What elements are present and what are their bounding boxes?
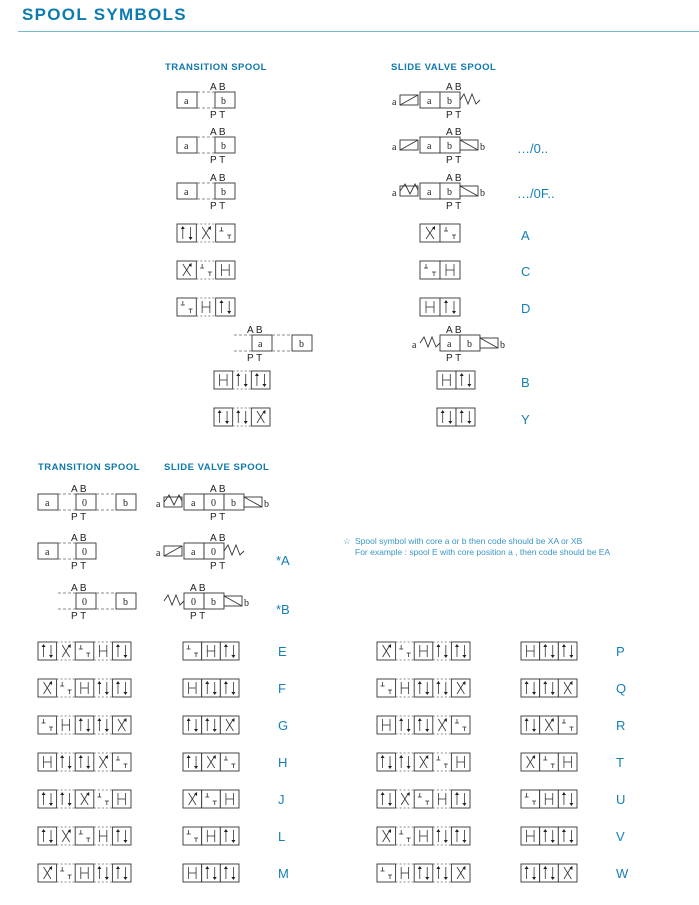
position-label: b <box>211 597 216 608</box>
spool-mini-symbol <box>183 716 239 734</box>
position-box <box>451 827 470 845</box>
position-box <box>451 642 470 660</box>
spool-mini-symbol <box>214 371 270 389</box>
spool-code: J <box>278 792 285 807</box>
port-label-top: A B <box>210 533 226 544</box>
arrow-head <box>407 766 411 769</box>
position-box <box>183 716 202 734</box>
position-label: 0 <box>211 498 216 509</box>
slide-valve-symbol <box>392 127 485 166</box>
spool-code: *A <box>276 553 290 568</box>
port-label-top: A B <box>446 173 462 184</box>
spool-mini-symbol <box>377 716 470 734</box>
port-label-bottom: P T <box>446 201 462 212</box>
position-box <box>451 790 470 808</box>
port-label-bottom: P T <box>210 110 226 121</box>
position-label: b <box>231 498 236 509</box>
position-box <box>202 864 221 882</box>
spool-mini-symbol <box>38 864 131 882</box>
end-label: b <box>480 142 485 153</box>
port-label-top: A B <box>210 127 226 138</box>
arrow-head <box>105 729 109 732</box>
position-box <box>220 827 239 845</box>
position-box <box>440 224 460 242</box>
port-label-top: A B <box>71 533 87 544</box>
slide-valve-symbol <box>164 583 249 622</box>
spool-code: R <box>616 718 626 733</box>
center-label: 0 <box>82 498 87 509</box>
position-box <box>177 298 196 316</box>
spool-mini-symbol <box>377 679 470 697</box>
position-box <box>521 679 540 697</box>
spool-mini-symbol <box>377 864 470 882</box>
position-label: a <box>191 498 196 509</box>
transition-spool-symbol <box>177 82 235 121</box>
position-label: a <box>427 96 432 107</box>
spool-code: T <box>616 755 624 770</box>
port-label-top: A B <box>446 325 462 336</box>
position-box <box>540 679 559 697</box>
position-box <box>558 790 577 808</box>
arrow-head <box>60 755 64 758</box>
position-box <box>377 679 396 697</box>
transition-spool-symbol <box>38 484 136 523</box>
spool-mini-symbol <box>521 827 577 845</box>
spool-mini-symbol <box>521 679 577 697</box>
spool-code: U <box>616 792 626 807</box>
arrow-head <box>244 384 248 387</box>
port-label-bottom: P T <box>210 201 226 212</box>
position-box <box>414 790 433 808</box>
spool-code: G <box>278 718 289 733</box>
spool-mini-symbol <box>521 642 577 660</box>
arrow-head <box>68 766 72 769</box>
position-label: 0 <box>211 547 216 558</box>
spool-code: A <box>521 228 530 243</box>
arrow-head <box>436 681 440 684</box>
arrow-head <box>436 829 440 832</box>
spool-mini-symbol <box>214 408 270 426</box>
position-label: a <box>191 547 196 558</box>
position-box <box>220 679 239 697</box>
spool-mini-symbol <box>38 642 131 660</box>
position-box <box>216 298 235 316</box>
position-label: a <box>447 339 452 350</box>
position-box <box>214 408 233 426</box>
position-box <box>202 679 221 697</box>
spool-mini-symbol <box>183 864 239 882</box>
transition-spool-symbol <box>177 173 235 212</box>
spool-code: V <box>616 829 625 844</box>
spool-mini-symbol <box>38 790 131 808</box>
spool-mini-symbol <box>377 753 470 771</box>
arrow-head <box>97 866 101 869</box>
spool-code: Y <box>521 412 530 427</box>
spool-mini-symbol <box>377 642 470 660</box>
arrow-head <box>436 644 440 647</box>
position-box <box>75 642 94 660</box>
port-label-bottom: P T <box>446 155 462 166</box>
position-box <box>112 753 131 771</box>
position-box <box>437 408 456 426</box>
arrow-head <box>444 655 448 658</box>
position-box <box>38 642 57 660</box>
position-label: a <box>427 187 432 198</box>
port-label-top: A B <box>446 82 462 93</box>
arrow-head <box>444 877 448 880</box>
position-box <box>75 716 94 734</box>
spool-code: D <box>521 301 531 316</box>
slide-valve-spool-heading-top: SLIDE VALVE SPOOL <box>391 62 497 73</box>
spool-mini-symbol <box>183 679 239 697</box>
end-label: a <box>156 499 161 510</box>
position-box <box>558 716 577 734</box>
transition-spool-heading-bottom: TRANSITION SPOOL <box>38 462 140 473</box>
spool-code: W <box>616 866 629 881</box>
arrow-head <box>68 803 72 806</box>
position-box <box>414 679 433 697</box>
note-line-2: For example : spool E with core position a , then code should be EA <box>355 547 611 557</box>
end-label: a <box>392 97 397 108</box>
core-label: a <box>184 96 189 107</box>
position-box <box>456 408 475 426</box>
page-title: SPOOL SYMBOLS <box>22 5 187 24</box>
position-box <box>251 371 270 389</box>
spool-code: P <box>616 644 625 659</box>
position-box <box>414 864 433 882</box>
position-label: a <box>427 141 432 152</box>
slide-valve-symbol <box>412 325 505 364</box>
slide-valve-spool-heading-bottom: SLIDE VALVE SPOOL <box>164 462 270 473</box>
center-label: b <box>221 141 226 152</box>
spool-mini-symbol <box>183 790 239 808</box>
arrow-head <box>444 840 448 843</box>
spool-code: M <box>278 866 289 881</box>
spring <box>164 595 184 605</box>
spool-code: H <box>278 755 288 770</box>
position-box <box>75 753 94 771</box>
position-box <box>177 224 196 242</box>
position-box <box>220 642 239 660</box>
core-label: a <box>45 547 50 558</box>
position-label: b <box>447 141 452 152</box>
spool-code: *B <box>276 602 290 617</box>
port-label-bottom: P T <box>247 353 263 364</box>
slide-valve-symbol <box>156 484 269 523</box>
port-label-top: A B <box>190 583 206 594</box>
port-label-bottom: P T <box>210 512 226 523</box>
position-box <box>377 790 396 808</box>
position-label: b <box>447 96 452 107</box>
spool-mini-symbol <box>183 642 239 660</box>
spring <box>460 94 480 104</box>
spool-mini-symbol <box>183 827 239 845</box>
spool-mini-symbol <box>521 790 577 808</box>
spool-code: B <box>521 375 530 390</box>
end-label: a <box>392 188 397 199</box>
port-label-bottom: P T <box>446 353 462 364</box>
end-label: b <box>264 499 269 510</box>
end-label: b <box>244 598 249 609</box>
position-box <box>521 716 540 734</box>
spool-mini-symbol <box>38 827 131 845</box>
port-label-bottom: P T <box>210 155 226 166</box>
spool-mini-symbol <box>183 753 239 771</box>
core-label: a <box>184 187 189 198</box>
position-label: b <box>447 187 452 198</box>
position-box <box>414 716 433 734</box>
spool-mini-symbol <box>38 716 131 734</box>
position-box <box>220 753 239 771</box>
core-label: a <box>184 141 189 152</box>
transition-spool-symbol <box>234 325 312 364</box>
spool-mini-symbol <box>420 261 460 279</box>
position-label: b <box>467 339 472 350</box>
end-label: a <box>156 548 161 559</box>
spool-mini-symbol <box>377 790 470 808</box>
star-icon: ☆ <box>343 536 351 546</box>
position-box <box>540 753 559 771</box>
end-label: b <box>480 188 485 199</box>
center-label: 0 <box>82 547 87 558</box>
position-box <box>112 827 131 845</box>
slide-valve-symbol <box>392 173 485 212</box>
position-box <box>420 261 440 279</box>
core-label: a <box>45 498 50 509</box>
position-box <box>220 864 239 882</box>
position-box <box>38 716 57 734</box>
arrow-head <box>105 692 109 695</box>
port-label-top: A B <box>71 484 87 495</box>
arrow-head <box>244 421 248 424</box>
center-label: b <box>221 96 226 107</box>
note-line-1: Spool symbol with core a or b then code should be XA or XB <box>355 536 583 546</box>
spool-mini-symbol <box>437 408 475 426</box>
center-label: 0 <box>82 597 87 608</box>
port-label-top: A B <box>71 583 87 594</box>
position-box <box>183 827 202 845</box>
core-label: b <box>123 498 128 509</box>
port-label-bottom: P T <box>71 512 87 523</box>
transition-spool-symbol <box>38 533 96 572</box>
port-label-bottom: P T <box>71 561 87 572</box>
spool-code: …/0F.. <box>517 186 555 201</box>
spool-code: …/0.. <box>517 141 549 156</box>
position-box <box>202 716 221 734</box>
core-label: b <box>299 339 304 350</box>
position-box <box>456 371 475 389</box>
transition-spool-heading-top: TRANSITION SPOOL <box>165 62 267 73</box>
spool-mini-symbol <box>177 261 235 279</box>
center-label: b <box>221 187 226 198</box>
arrow-head <box>97 681 101 684</box>
arrow-head <box>105 877 109 880</box>
end-label: a <box>392 142 397 153</box>
port-label-top: A B <box>247 325 263 336</box>
position-box <box>521 790 540 808</box>
center-label: a <box>258 339 263 350</box>
core-label: b <box>123 597 128 608</box>
spool-mini-symbol <box>38 753 131 771</box>
port-label-bottom: P T <box>71 611 87 622</box>
position-box <box>440 298 460 316</box>
spool-mini-symbol <box>38 679 131 697</box>
spool-mini-symbol <box>437 371 475 389</box>
port-label-top: A B <box>210 82 226 93</box>
arrow-head <box>407 729 411 732</box>
spool-mini-symbol <box>521 753 577 771</box>
position-box <box>540 827 559 845</box>
arrow-head <box>444 692 448 695</box>
port-label-bottom: P T <box>210 561 226 572</box>
position-box <box>540 864 559 882</box>
position-box <box>558 827 577 845</box>
spool-mini-symbol <box>521 716 577 734</box>
position-box <box>112 679 131 697</box>
spool-mini-symbol <box>377 827 470 845</box>
spring <box>420 337 440 347</box>
arrow-head <box>236 410 240 413</box>
position-box <box>183 753 202 771</box>
position-box <box>112 864 131 882</box>
position-box <box>558 642 577 660</box>
spool-code: L <box>278 829 286 844</box>
port-label-top: A B <box>210 173 226 184</box>
arrow-head <box>399 718 403 721</box>
position-box <box>377 864 396 882</box>
spool-mini-symbol <box>177 224 235 242</box>
end-label: b <box>500 340 505 351</box>
position-box <box>183 642 202 660</box>
spool-mini-symbol <box>177 298 235 316</box>
spring <box>224 545 244 555</box>
spool-code: F <box>278 681 286 696</box>
transition-spool-symbol <box>58 583 136 622</box>
spool-code: E <box>278 644 287 659</box>
position-box <box>521 864 540 882</box>
position-box <box>202 790 221 808</box>
position-box <box>75 827 94 845</box>
port-label-top: A B <box>210 484 226 495</box>
slide-valve-symbol <box>156 533 244 572</box>
position-box <box>112 642 131 660</box>
arrow-head <box>60 792 64 795</box>
port-label-bottom: P T <box>446 110 462 121</box>
position-box <box>451 716 470 734</box>
position-label: 0 <box>191 597 196 608</box>
spool-code: Q <box>616 681 627 696</box>
port-label-bottom: P T <box>190 611 206 622</box>
arrow-head <box>436 866 440 869</box>
spool-mini-symbol <box>420 224 460 242</box>
position-box <box>216 224 235 242</box>
spool-code: C <box>521 264 531 279</box>
position-box <box>377 753 396 771</box>
arrow-head <box>97 718 101 721</box>
position-box <box>540 642 559 660</box>
port-label-top: A B <box>446 127 462 138</box>
position-box <box>38 790 57 808</box>
position-box <box>38 827 57 845</box>
arrow-head <box>399 755 403 758</box>
spool-mini-symbol <box>420 298 460 316</box>
end-label: a <box>412 340 417 351</box>
slide-valve-symbol <box>392 82 480 121</box>
spool-mini-symbol <box>521 864 577 882</box>
transition-spool-symbol <box>177 127 235 166</box>
arrow-head <box>236 373 240 376</box>
